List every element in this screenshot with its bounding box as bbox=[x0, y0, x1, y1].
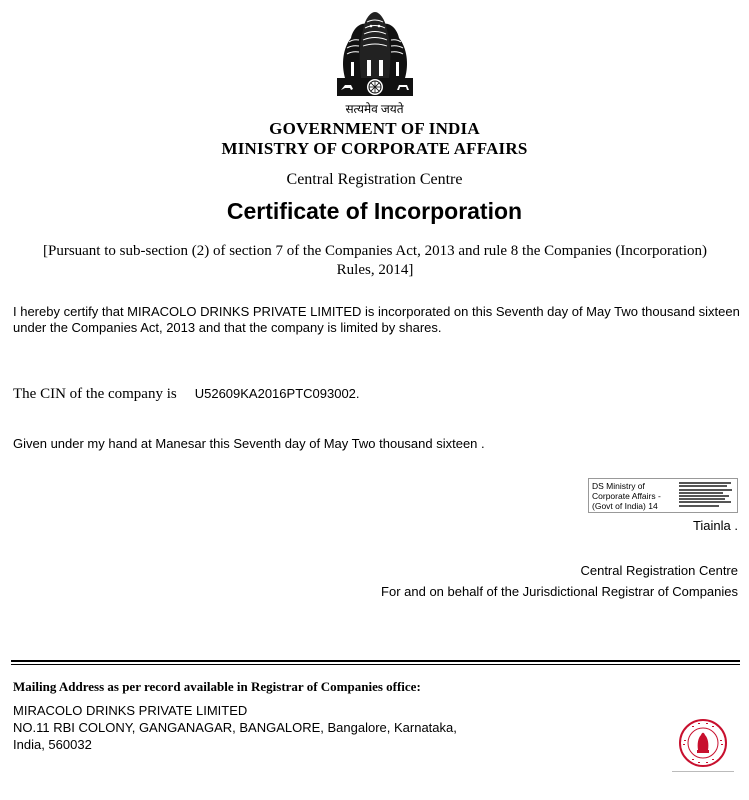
mailing-company-name: MIRACOLO DRINKS PRIVATE LIMITED bbox=[13, 703, 248, 718]
footer-divider bbox=[11, 660, 740, 662]
footer-divider-thin bbox=[11, 664, 740, 665]
digital-signature-details-icon bbox=[679, 481, 734, 508]
given-statement: Given under my hand at Manesar this Seventh day of May Two thousand sixteen . bbox=[13, 436, 485, 451]
signer-name: Tiainla . bbox=[692, 518, 738, 533]
cin-value: U52609KA2016PTC093002. bbox=[194, 386, 360, 401]
mailing-address-label: Mailing Address as per record available in Registrar of Companies office: bbox=[13, 679, 421, 694]
pursuant-clause: [Pursuant to sub-section (2) of section 7 of the Companies Act, 2013 and rule 8 the Companies (Incorporation) Rules, 2014] bbox=[42, 243, 708, 278]
certificate-title: Certificate of Incorporation bbox=[226, 198, 523, 224]
ministry-title: MINISTRY OF CORPORATE AFFAIRS bbox=[221, 139, 528, 158]
digital-signature-box bbox=[588, 478, 738, 513]
cin-line bbox=[13, 386, 360, 403]
registrar-behalf: For and on behalf of the Jurisdictional Registrar of Companies bbox=[381, 584, 738, 599]
registrar-centre: Central Registration Centre bbox=[580, 563, 738, 578]
cin-label: The CIN of the company is bbox=[13, 386, 177, 402]
seal-underline bbox=[672, 771, 734, 772]
national-motto: सत्यमेव जयते bbox=[345, 102, 404, 116]
ministry-seal-icon bbox=[678, 718, 728, 768]
mailing-address-line1: NO.11 RBI COLONY, GANGANAGAR, BANGALORE, Bangalore, Karnataka, bbox=[13, 720, 457, 735]
digital-signer-label: DS Ministry of Corporate Affairs - (Govt of India) 14 bbox=[592, 481, 661, 511]
certification-statement: I hereby certify that MIRACOLO DRINKS PRIVATE LIMITED is incorporated on this Seventh day of May Two thousand sixteen under the Companies Act, 2013 and that the company is limited by shares. bbox=[13, 304, 740, 335]
government-title: GOVERNMENT OF INDIA bbox=[269, 119, 480, 138]
mailing-address-line2: India, 560032 bbox=[13, 737, 92, 752]
registration-centre-heading: Central Registration Centre bbox=[286, 171, 463, 188]
